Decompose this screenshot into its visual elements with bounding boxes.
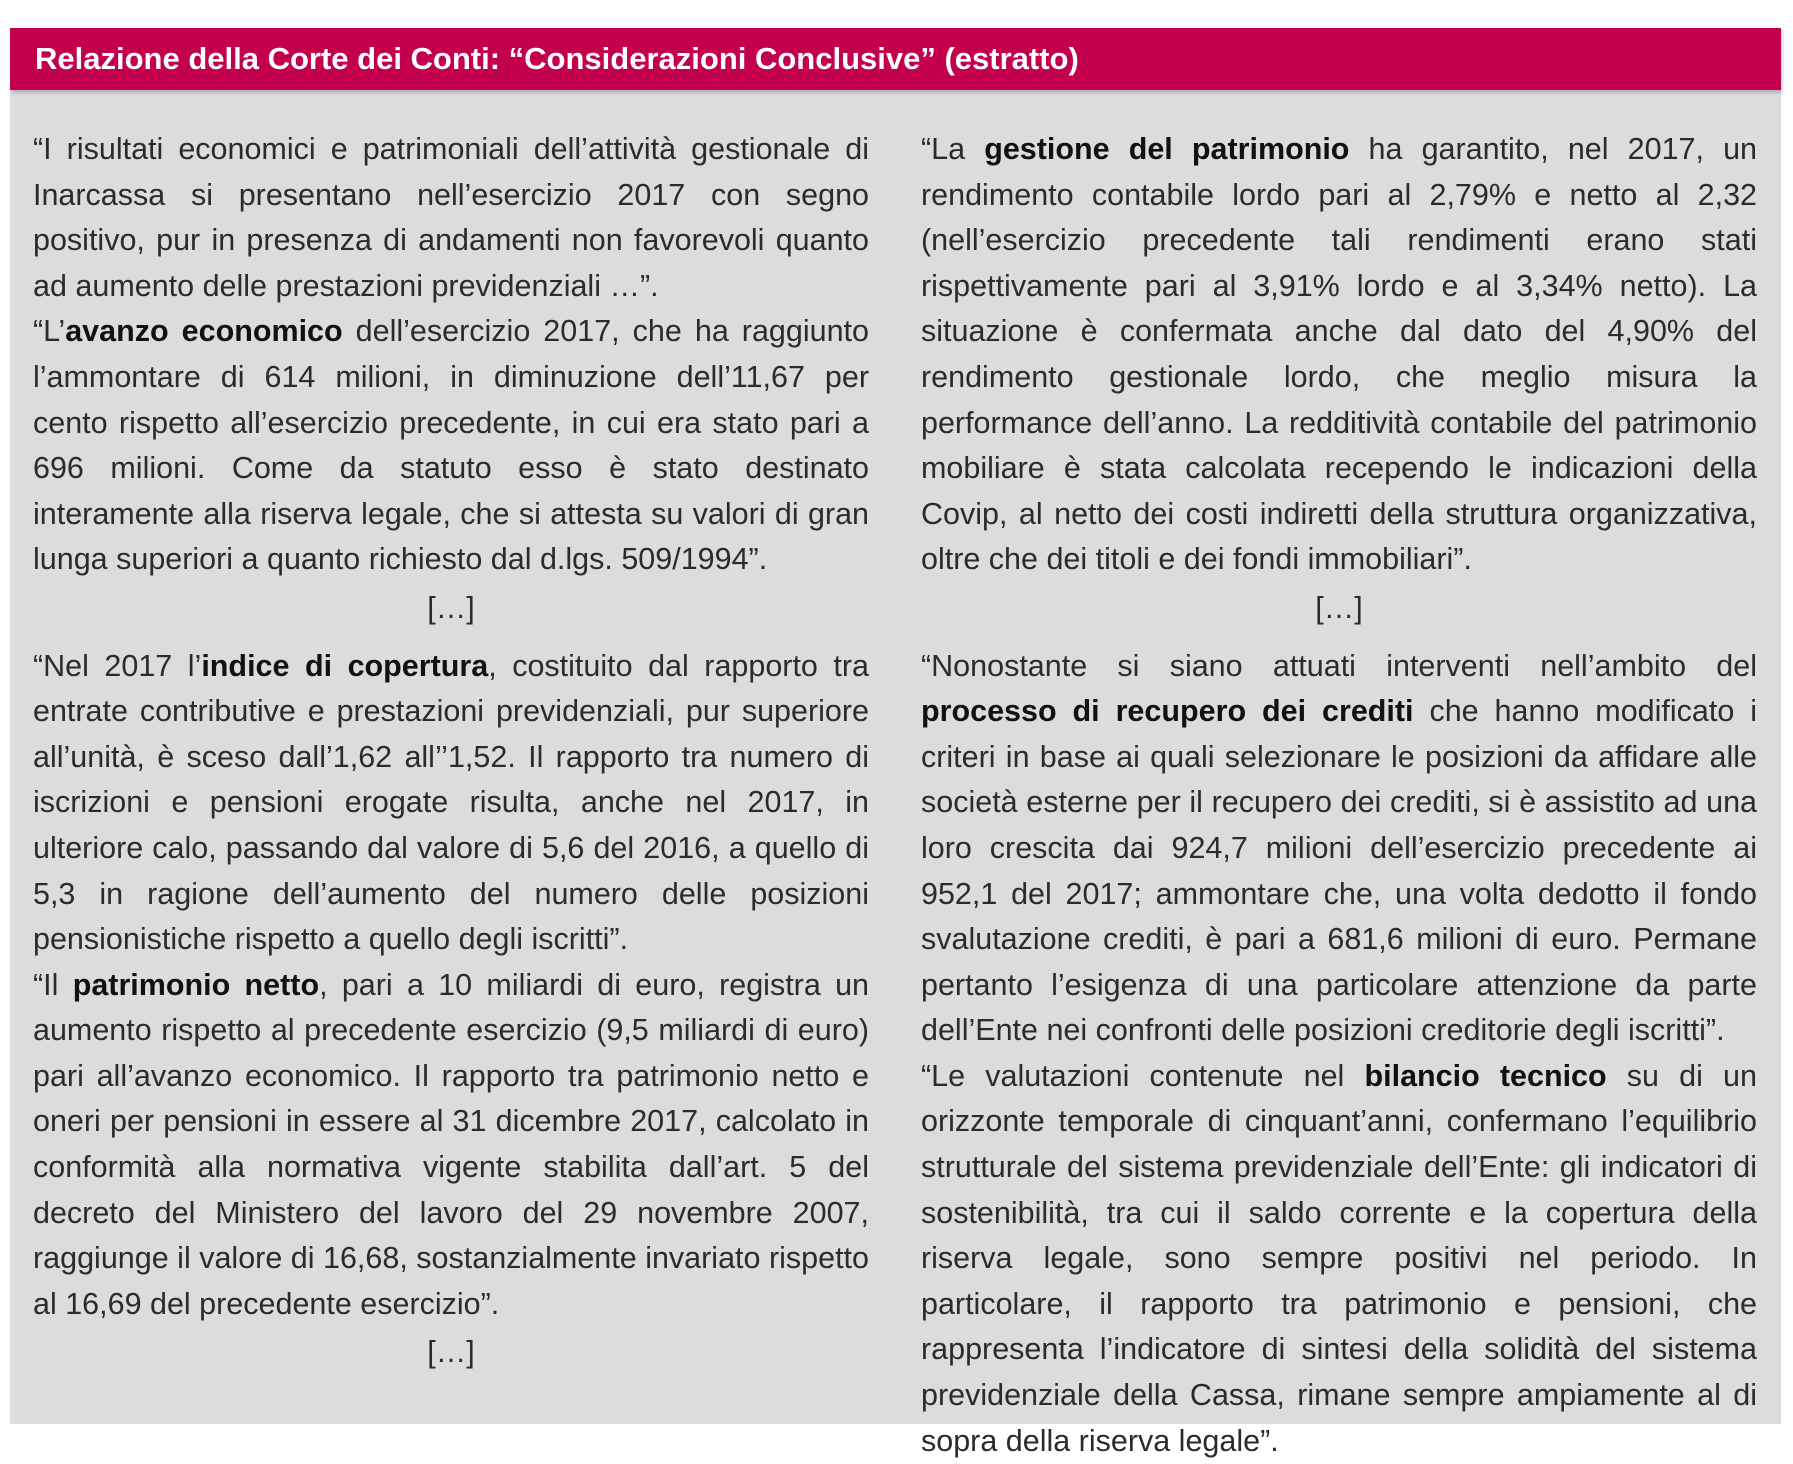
paragraph-technical-balance: “Le valutazioni contenute nel bilancio tecnico su di un orizzonte temporale di cinquant’anni, confermano l’equilibrio strutturale del sistema previdenziale dell’Ente: gli indicatori di sostenibilità, tra cui il saldo corrente e la copertura della riserva legale, sono sempre positivi nel periodo. In particolare, il rapporto tra patrimonio e pensioni, che rappresenta l’indicatore di sintesi della solidità del sistema previdenziale della Cassa, rimane sempre ampiamente al di sopra della riserva legale”. <box>921 1058 1757 1458</box>
omission-mark: […] <box>1315 590 1363 625</box>
right-column <box>921 127 1757 1464</box>
omission-mark: […] <box>427 1335 475 1370</box>
term-processo-di-recupero-dei-crediti: processo di recupero dei crediti <box>921 694 1414 729</box>
left-column <box>33 127 869 1388</box>
term-indice-di-copertura: indice di copertura <box>201 648 489 683</box>
paragraph-coverage-index: “Nel 2017 l’indice di copertura, costituito dal rapporto tra entrate contributive e prestazioni previdenziali, pur superiore all’unità, è sceso dall’1,62 all’’1,52. Il rapporto tra numero di iscrizioni e pensioni erogate risulta, anche nel 2017, in ulteriore calo, passando dal valore di 5,6 del 2016, a quello di 5,3 in ragione dell’aumento del numero delle posizioni pensionistiche rispetto a quello degli iscritti”. <box>33 648 869 957</box>
paragraph-asset-management: “La gestione del patrimonio ha garantito, nel 2017, un rendimento contabile lordo pari al 2,79% e netto al 2,32 (nell’esercizio precedente tali rendimenti erano stati rispettivamente pari al 3,91% lordo e al 3,34% netto). La situazione è confermata anche dal dato del 4,90% del rendimento gestionale lordo, che meglio misura la performance dell’anno. La redditività contabile del patrimonio mobiliare è stata calcolata recependo le indicazioni della Covip, al netto dei costi indiretti della struttura organizzativa, oltre che dei titoli e dei fondi immobiliari”. <box>921 132 1757 577</box>
paragraph-net-assets: “Il patrimonio netto, pari a 10 miliardi di euro, registra un aumento rispetto al precedente esercizio (9,5 miliardi di euro) pari all’avanzo economico. Il rapporto tra patrimonio netto e oneri per pensioni in essere al 31 dicembre 2017, calcolato in conformità alla normativa vigente stabilita dall’art. 5 del decreto del Ministero del lavoro del 29 novembre 2007, raggiunge il valore di 16,68, sostanzialmente invariato rispetto al 16,69 del precedente esercizio”. <box>33 967 869 1321</box>
excerpt-box <box>10 28 1781 1458</box>
paragraph-economic-surplus: “L’avanzo economico dell’esercizio 2017, che ha raggiunto l’ammontare di 614 milioni, in diminuzione dell’11,67 per cento rispetto all’esercizio precedente, in cui era stato pari a 696 milioni. Come da statuto esso è stato destinato interamente alla riserva legale, che si attesta su valori di gran lunga superiori a quanto richiesto dal d.lgs. 509/1994”. <box>33 314 869 577</box>
term-patrimonio-netto: patrimonio netto <box>72 967 320 1002</box>
term-gestione-del-patrimonio: gestione del patrimonio <box>984 132 1350 166</box>
paragraph-results: “I risultati economici e patrimoniali dell’attività gestionale di Inarcassa si presentano nell’esercizio 2017 con segno positivo, pur in presenza di andamenti non favorevoli quanto ad aumento delle prestazioni previdenziali …”. <box>33 132 869 303</box>
paragraph-credit-recovery: “Nonostante si siano attuati interventi nell’ambito del processo di recupero dei crediti che hanno modificato i criteri in base ai quali selezionare le posizioni da affidare alle società esterne per il recupero dei crediti, si è assistito ad una loro crescita dai 924,7 milioni dell’esercizio precedente ai 952,1 del 2017; ammontare che, una volta dedotto il fondo svalutazione crediti, è pari a 681,6 milioni di euro. Permane pertanto l’esigenza di una particolare attenzione da parte dell’Ente nei confronti delle posizioni creditorie degli iscritti”. <box>921 648 1757 1048</box>
omission-mark: […] <box>427 590 475 625</box>
term-avanzo-economico: avanzo economico <box>65 314 343 349</box>
term-bilancio-tecnico: bilancio tecnico <box>1364 1058 1607 1093</box>
box-title: Relazione della Corte dei Conti: “Considerazioni Conclusive” (estratto) <box>10 28 1781 90</box>
